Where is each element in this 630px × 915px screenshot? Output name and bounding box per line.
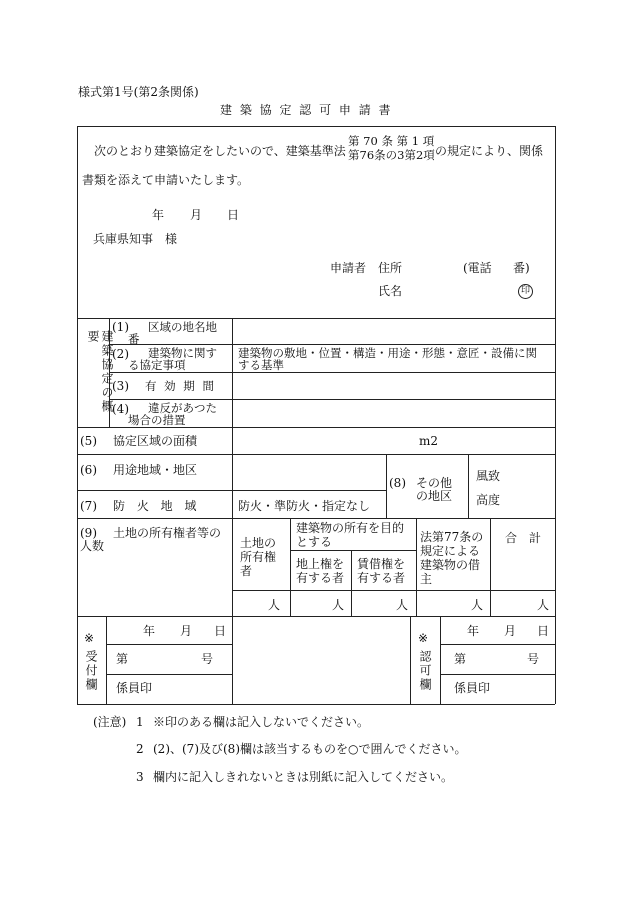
overview-row-3-num: (3)	[112, 379, 129, 393]
form-title: 建 築 協 定 認 可 申 請 書	[220, 103, 393, 117]
fire-num: (7)	[80, 499, 97, 513]
date-year-label: 年	[152, 208, 165, 222]
address-label: 住所	[378, 261, 403, 275]
area-label: 協定区域の面積	[113, 434, 198, 448]
zoning-label: 用途地域・地区	[113, 463, 198, 477]
name-label: 氏名	[378, 284, 403, 298]
col-building-header: 建築物の所有を目的 とする	[296, 521, 405, 549]
overview-row-1-label-2: 番	[128, 332, 140, 346]
note-3-num: 3	[136, 770, 144, 784]
overview-section-label: 建築協定の概要	[86, 330, 114, 414]
overview-row-4-label-1: 違反があつた	[148, 401, 217, 415]
overview-row-1-label-1: 区域の地名地	[148, 320, 217, 334]
overview-row-2-value-1: 建築物の敷地・位置・構造・用途・形態・意匠・設備に関	[238, 346, 537, 360]
overview-row-1-num: (1)	[112, 320, 129, 334]
owners-label-1: 土地の所有権者等の	[113, 526, 222, 540]
note-2-text: (2)、(7)及び(8)欄は該当するものを○で囲んでください。	[153, 742, 467, 756]
receipt-mark: ※	[84, 631, 95, 645]
receipt-label: 受付欄	[84, 650, 98, 692]
receipt-no-suffix: 号	[201, 652, 214, 666]
col-lease-header: 賃借権を 有する者	[357, 557, 406, 585]
approval-year: 年	[467, 624, 480, 638]
approval-day: 日	[537, 624, 550, 638]
other-label-2: の地区	[416, 489, 453, 503]
law-article-2: 第76条の3第2項	[348, 148, 435, 162]
unit-superficies: 人	[332, 598, 345, 612]
receipt-day: 日	[214, 624, 227, 638]
area-unit: m2	[419, 434, 439, 448]
receipt-month: 月	[180, 624, 193, 638]
phone-suffix: 番)	[513, 261, 530, 275]
other-option-fuchi[interactable]: 風致	[476, 469, 501, 483]
phone-label: (電話	[463, 261, 492, 275]
note-3-text: 欄内に記入しきれないときは別紙に記入してください。	[153, 770, 454, 784]
overview-row-4-num: (4)	[112, 402, 129, 416]
seal-mark: 印	[518, 284, 533, 299]
unit-land-owner: 人	[268, 598, 281, 612]
receipt-year: 年	[143, 624, 156, 638]
overview-row-3-label: 有 効 期 間	[145, 379, 216, 393]
notes-heading: (注意)	[93, 715, 127, 729]
law-article-1: 第 70 条 第 1 項	[348, 134, 435, 148]
other-label-1: その他	[416, 476, 453, 490]
fire-options[interactable]: 防火・準防火・指定なし	[238, 499, 371, 513]
col-land-owner-header: 土地の 所有権 者	[240, 536, 277, 578]
fire-label: 防 火 地 域	[113, 499, 201, 513]
applicant-label: 申請者	[330, 261, 367, 275]
addressee: 兵庫県知事 様	[93, 232, 178, 246]
col-total-header: 合 計	[505, 531, 542, 545]
receipt-clerk-seal: 係員印	[116, 681, 153, 695]
area-num: (5)	[80, 434, 97, 448]
overview-row-2-label-1: 建築物に関す	[148, 346, 217, 360]
col-art77-header: 法第77条の 規定による 建築物の借 主	[420, 530, 484, 586]
approval-mark: ※	[418, 631, 429, 645]
unit-lease: 人	[396, 598, 409, 612]
date-day-label: 日	[227, 208, 240, 222]
approval-month: 月	[504, 624, 517, 638]
overview-row-2-label-2: る協定事項	[128, 358, 186, 372]
approval-label: 認可欄	[418, 650, 432, 692]
other-num: (8)	[389, 476, 406, 490]
date-month-label: 月	[190, 208, 203, 222]
approval-clerk-seal: 係員印	[454, 681, 491, 695]
form-number: 様式第1号(第2条関係)	[78, 85, 199, 99]
intro-line-2: 書類を添えて申請いたします。	[82, 173, 250, 187]
receipt-no-prefix: 第	[116, 652, 129, 666]
note-2-num: 2	[136, 742, 144, 756]
overview-row-2-value-2: する基準	[238, 358, 284, 372]
intro-text-before: 次のとおり建築協定をしたいので、建築基準法	[94, 144, 346, 158]
unit-total: 人	[537, 598, 550, 612]
owners-num: (9)	[80, 526, 97, 540]
other-option-kodo[interactable]: 高度	[476, 493, 501, 507]
unit-art77: 人	[471, 598, 484, 612]
approval-no-prefix: 第	[454, 652, 467, 666]
col-superficies-header: 地上権を 有する者	[296, 557, 345, 585]
note-1-text: ※印のある欄は記入しないでください。	[153, 715, 370, 729]
zoning-num: (6)	[80, 463, 97, 477]
overview-row-4-label-2: 場合の措置	[128, 413, 186, 427]
intro-text-after: の規定により、関係	[435, 144, 544, 158]
overview-row-2-num: (2)	[112, 347, 129, 361]
note-1-num: 1	[136, 715, 144, 729]
approval-no-suffix: 号	[527, 652, 540, 666]
owners-label-2: 人数	[80, 539, 105, 553]
